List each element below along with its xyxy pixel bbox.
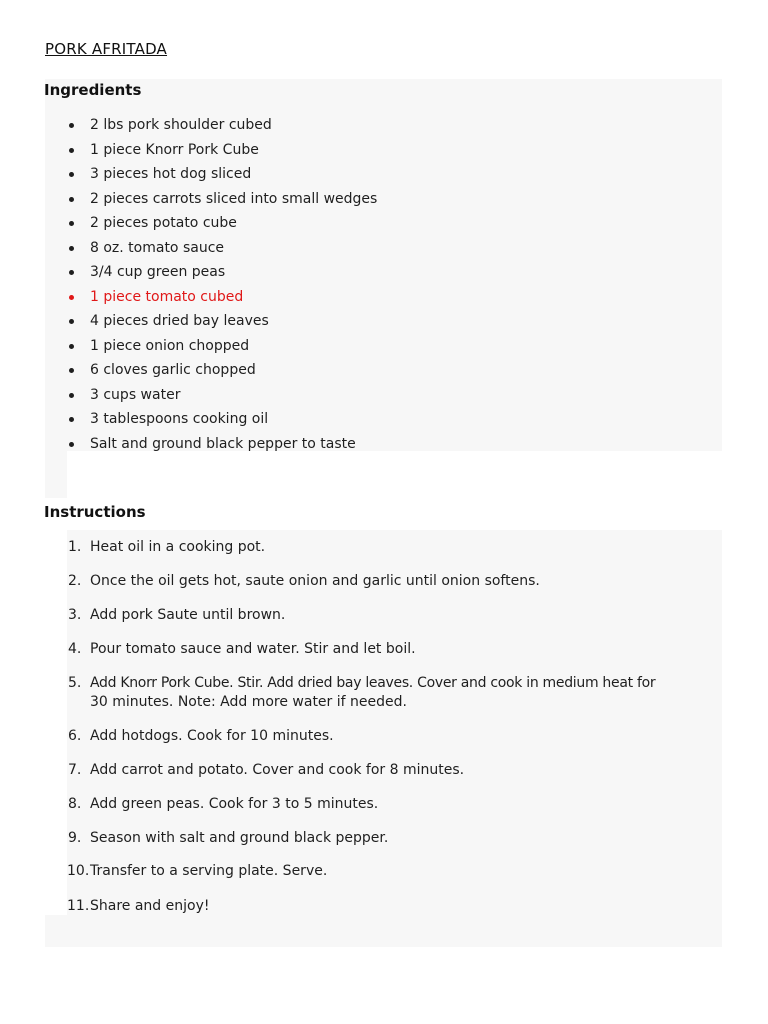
bullet-icon xyxy=(69,442,74,447)
ingredient-item xyxy=(0,383,377,408)
bullet-icon xyxy=(69,246,74,251)
ingredient-text: 3 cups water xyxy=(90,386,181,403)
step-text: Share and enjoy! xyxy=(90,898,210,914)
ingredient-text: 8 oz. tomato sauce xyxy=(90,239,225,256)
ingredient-text: 6 cloves garlic chopped xyxy=(90,362,256,378)
ingredient-text: 2 pieces carrots sliced into small wedges xyxy=(90,190,378,207)
ingredient-item xyxy=(0,432,377,457)
step-text: Pour tomato sauce and water. Stir and let boil. xyxy=(90,641,416,657)
bullet-icon xyxy=(69,123,74,128)
ingredient-item xyxy=(0,211,377,236)
bullet-icon xyxy=(69,148,74,153)
bullet-icon xyxy=(69,270,74,275)
recipe-title: PORK AFRITADA xyxy=(45,40,168,58)
step-text: Heat oil in a cooking pot. xyxy=(90,539,266,555)
ingredient-text: Salt and ground black pepper to taste xyxy=(90,435,356,452)
ingredient-text: 3/4 cup green peas xyxy=(90,264,226,280)
ingredient-item xyxy=(0,162,377,187)
bullet-icon xyxy=(69,295,74,300)
bullet-icon xyxy=(69,221,74,226)
instructions-bottom-background xyxy=(45,915,722,947)
ingredient-item xyxy=(0,113,377,138)
step-number: 5. xyxy=(68,675,82,691)
bullet-icon xyxy=(69,197,74,202)
ingredients-list xyxy=(0,113,377,456)
ingredient-text: 1 piece onion chopped xyxy=(90,337,250,354)
ingredient-item xyxy=(0,138,377,163)
step-number: 8. xyxy=(68,796,82,812)
instructions-heading: Instructions xyxy=(44,503,146,521)
step-number: 3. xyxy=(68,607,82,623)
step-text-line-2: 30 minutes. Note: Add more water if needed. xyxy=(90,694,407,710)
ingredient-text: 2 pieces potato cube xyxy=(90,215,237,231)
bullet-icon xyxy=(69,393,74,398)
step-text: Add green peas. Cook for 3 to 5 minutes. xyxy=(90,796,379,812)
ingredient-item xyxy=(0,358,377,383)
step-number: 11. xyxy=(67,898,90,914)
step-number: 4. xyxy=(68,641,82,657)
ingredient-item xyxy=(0,260,377,285)
step-number: 7. xyxy=(68,762,82,778)
step-number: 2. xyxy=(68,573,82,589)
step-text: Add carrot and potato. Cover and cook for 8 minutes. xyxy=(90,762,465,778)
ingredient-item xyxy=(0,187,377,212)
bullet-icon xyxy=(69,319,74,324)
ingredient-item xyxy=(0,236,377,261)
ingredient-item xyxy=(0,407,377,432)
ingredient-item-highlighted xyxy=(0,285,377,310)
step-text: Transfer to a serving plate. Serve. xyxy=(90,863,328,879)
ingredient-text: 1 piece Knorr Pork Cube xyxy=(90,141,259,158)
step-number: 9. xyxy=(68,830,82,846)
step-text: Season with salt and ground black pepper. xyxy=(90,830,389,846)
ingredient-item xyxy=(0,309,377,334)
ingredients-heading: Ingredients xyxy=(44,81,142,99)
ingredient-text: 3 pieces hot dog sliced xyxy=(90,166,252,182)
ingredient-text: 4 pieces dried bay leaves xyxy=(90,313,269,329)
bullet-icon xyxy=(69,417,74,422)
ingredient-text: 1 piece tomato cubed xyxy=(90,288,244,305)
bullet-icon xyxy=(69,368,74,373)
ingredient-text: 3 tablespoons cooking oil xyxy=(90,411,269,427)
ingredients-bottom-background xyxy=(45,451,67,498)
step-text-line-1: Add Knorr Pork Cube. Stir. Add dried bay leaves. Cover and cook in medium heat for xyxy=(90,675,656,691)
step-number: 10. xyxy=(67,863,90,879)
bullet-icon xyxy=(69,172,74,177)
step-number: 1. xyxy=(68,539,82,555)
step-text: Add hotdogs. Cook for 10 minutes. xyxy=(90,728,334,744)
bullet-icon xyxy=(69,344,74,349)
step-text: Add pork Saute until brown. xyxy=(90,607,286,623)
ingredient-text: 2 lbs pork shoulder cubed xyxy=(90,117,272,133)
step-text: Once the oil gets hot, saute onion and garlic until onion softens. xyxy=(90,573,540,589)
step-number: 6. xyxy=(68,728,82,744)
ingredient-item xyxy=(0,334,377,359)
